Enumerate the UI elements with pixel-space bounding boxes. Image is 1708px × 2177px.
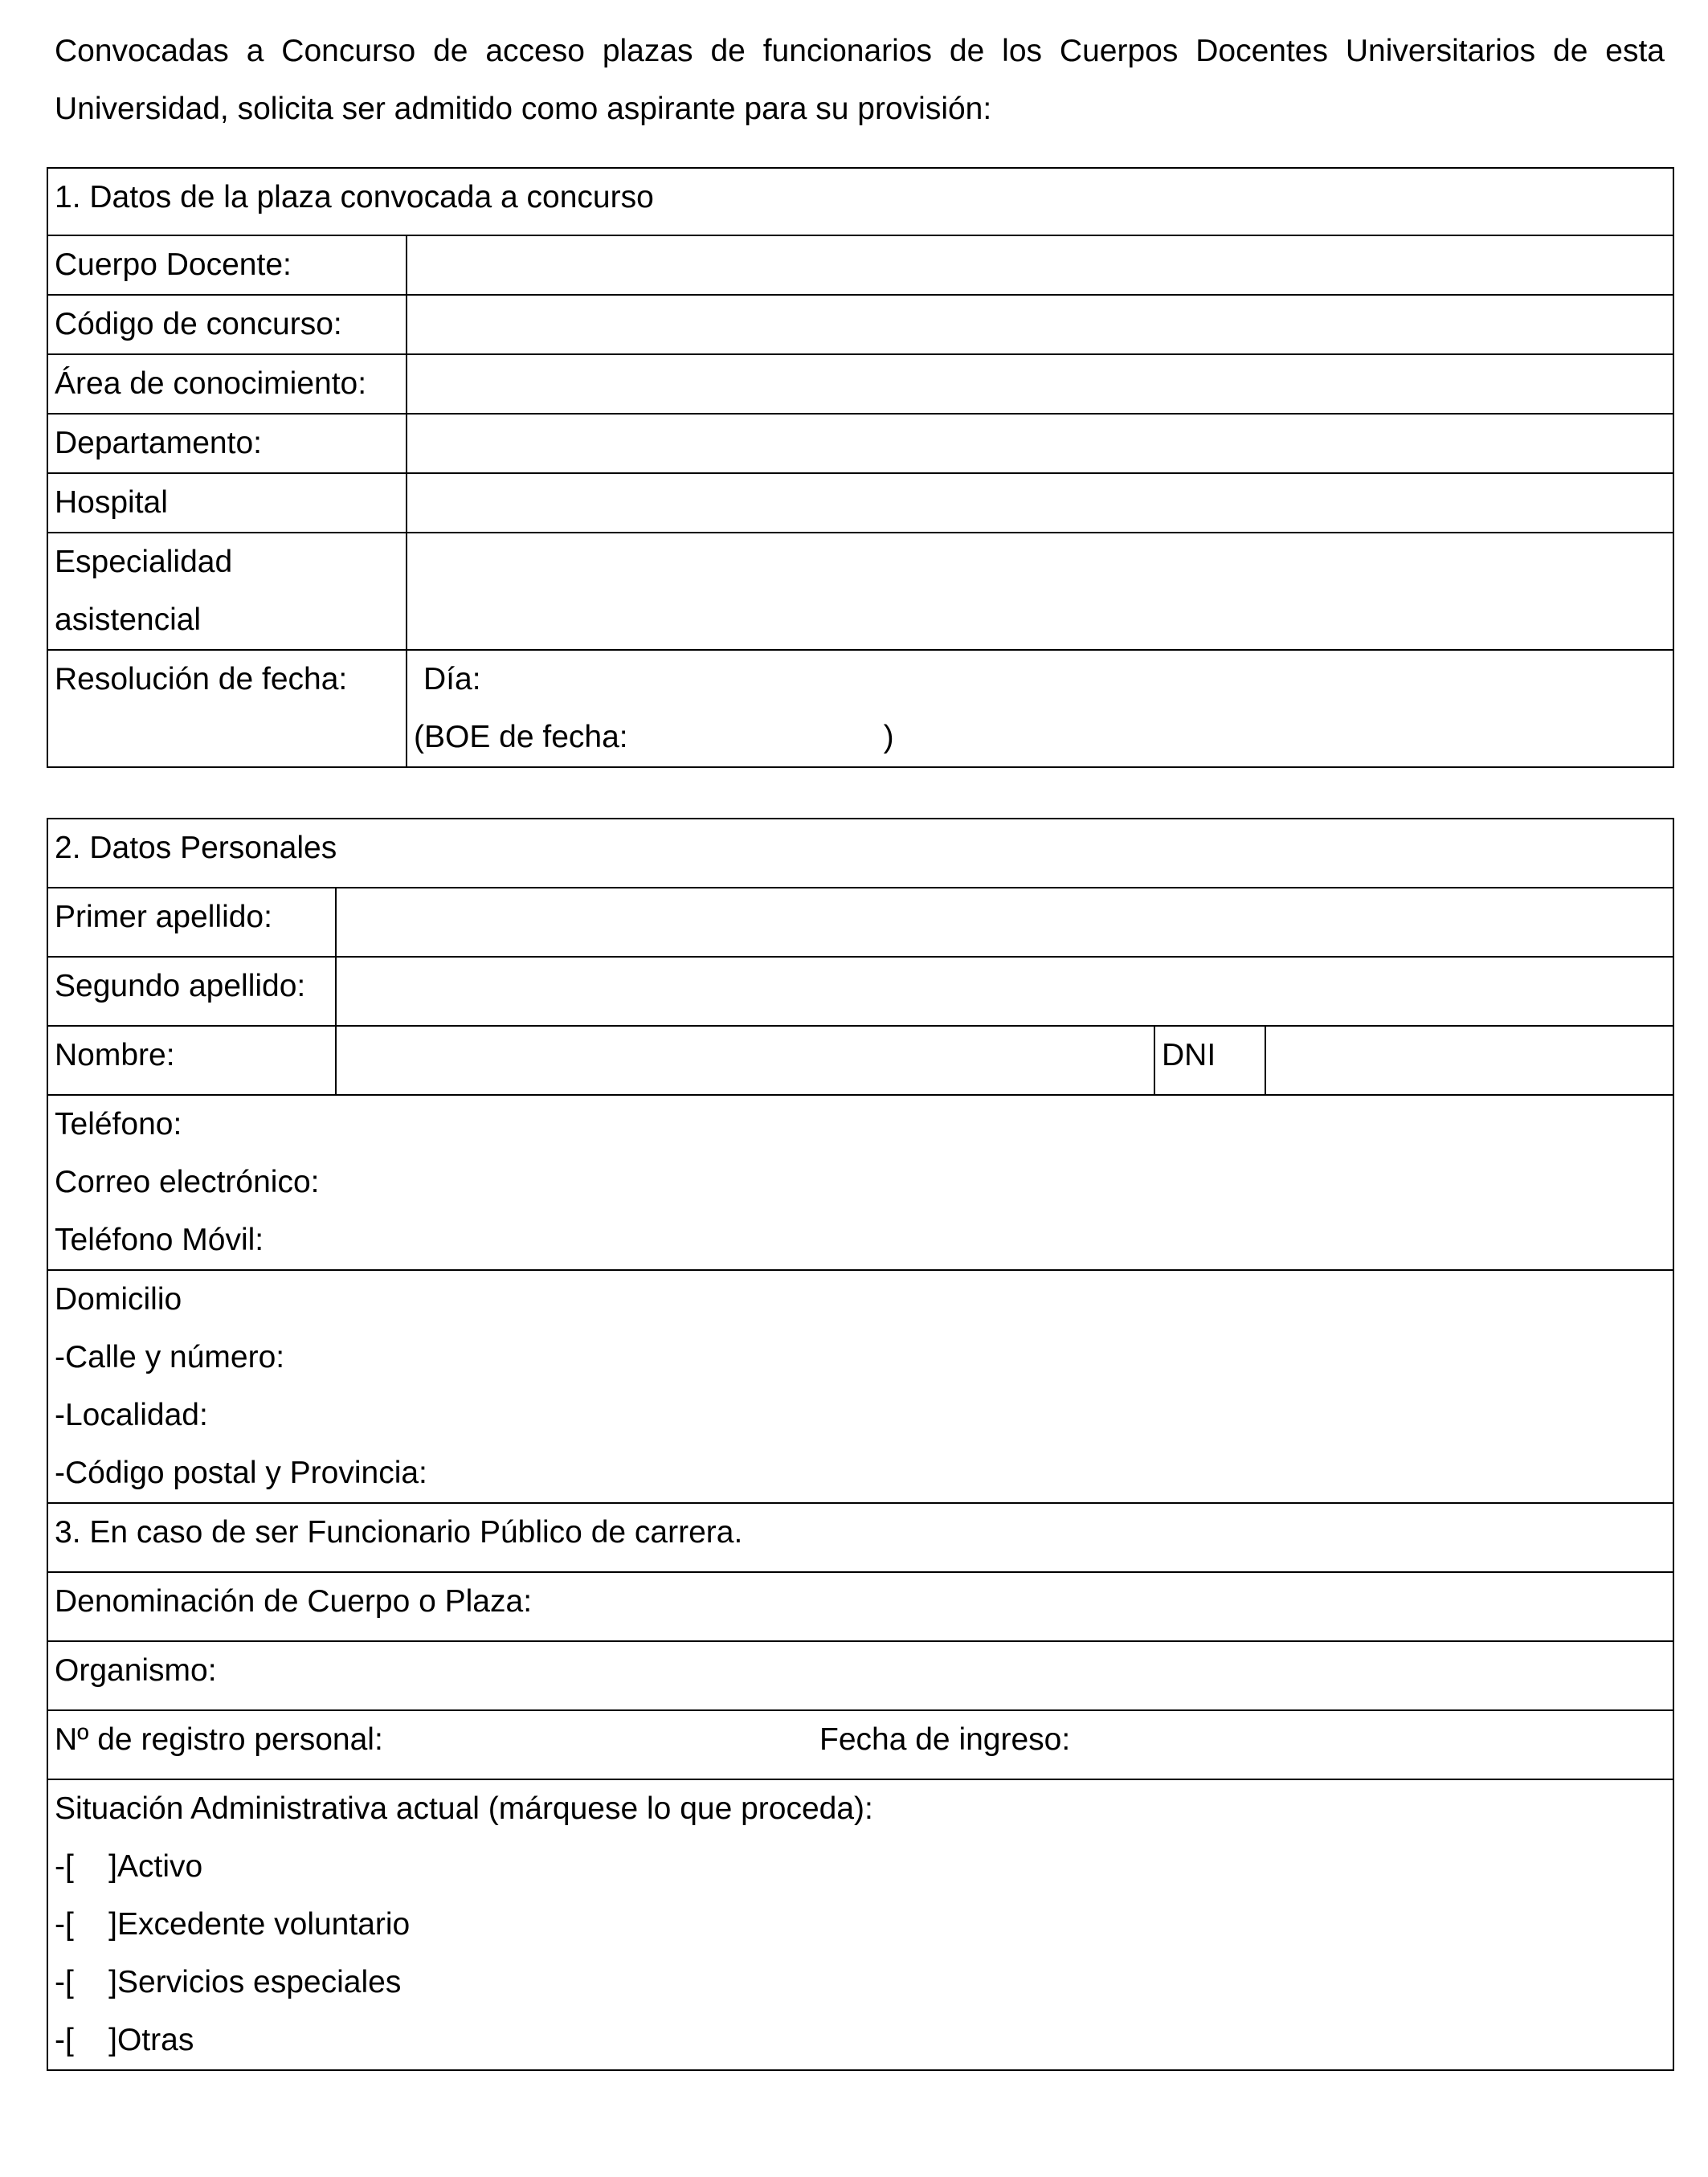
fecha-ingreso-label: Fecha de ingreso: — [819, 1722, 1071, 1757]
section-1-title: 1. Datos de la plaza convocada a concurso — [47, 168, 1673, 235]
denominacion-label: Denominación de Cuerpo o Plaza: — [55, 1584, 533, 1619]
section-2-title: 2. Datos Personales — [47, 819, 1673, 888]
departamento-field[interactable] — [407, 414, 1673, 473]
especialidad-label-line-1: Especialidad — [55, 545, 233, 579]
denominacion-cell[interactable] — [47, 1572, 1673, 1641]
registro-label: Nº de registro personal: — [55, 1722, 383, 1757]
codigo-concurso-label: Código de concurso: — [47, 295, 407, 354]
option-activo[interactable] — [55, 1838, 1666, 1896]
hospital-label: Hospital — [47, 473, 407, 533]
domicilio-cell[interactable] — [47, 1270, 1673, 1503]
organismo-label: Organismo: — [55, 1653, 217, 1688]
checkbox-servicios[interactable]: -[ ] — [55, 1965, 117, 1999]
correo-label: Correo electrónico: — [55, 1165, 320, 1199]
situacion-label: Situación Administrativa actual (márquese lo que proceda): — [55, 1791, 873, 1826]
cuerpo-docente-label: Cuerpo Docente: — [47, 235, 407, 295]
dni-field[interactable] — [1265, 1026, 1673, 1095]
option-excedente-label: Excedente voluntario — [117, 1907, 411, 1942]
option-otras-label: Otras — [117, 2023, 194, 2057]
resolucion-fecha-field[interactable] — [407, 650, 1673, 767]
domicilio-label: Domicilio — [55, 1282, 182, 1317]
dni-label: DNI — [1154, 1026, 1265, 1095]
cuerpo-docente-field[interactable] — [407, 235, 1673, 295]
intro-paragraph — [55, 22, 1665, 138]
situacion-cell — [47, 1779, 1673, 2070]
checkbox-excedente[interactable]: -[ ] — [55, 1907, 117, 1942]
primer-apellido-label: Primer apellido: — [47, 888, 336, 957]
intro-line-2: Universidad, solicita ser admitido como aspirante para su provisión: — [55, 92, 992, 126]
segundo-apellido-field[interactable] — [336, 957, 1673, 1026]
checkbox-otras[interactable]: -[ ] — [55, 2023, 117, 2057]
personal-data-table — [47, 818, 1674, 2071]
plaza-data-table — [47, 167, 1674, 768]
area-conocimiento-label: Área de conocimiento: — [47, 354, 407, 414]
option-excedente[interactable] — [55, 1896, 1666, 1954]
area-conocimiento-field[interactable] — [407, 354, 1673, 414]
localidad-label: -Localidad: — [55, 1398, 208, 1432]
contact-cell[interactable] — [47, 1095, 1673, 1270]
resolucion-fecha-label: Resolución de fecha: — [47, 650, 407, 767]
option-servicios-label: Servicios especiales — [117, 1965, 402, 1999]
checkbox-activo[interactable]: -[ ] — [55, 1849, 117, 1884]
calle-label: -Calle y número: — [55, 1340, 285, 1374]
especialidad-field[interactable] — [407, 533, 1673, 650]
registro-cell[interactable] — [47, 1710, 1673, 1779]
boe-fecha-line — [414, 709, 1666, 766]
nombre-field[interactable] — [336, 1026, 1154, 1095]
registro-row — [55, 1711, 1666, 1769]
boe-fecha-label: (BOE de fecha: — [414, 720, 628, 754]
boe-close-paren: ) — [883, 720, 894, 754]
intro-line-1: Convocadas a Concurso de acceso plazas de funcionarios de los Cuerpos Docentes Universitarios de esta — [55, 34, 1665, 68]
segundo-apellido-label: Segundo apellido: — [47, 957, 336, 1026]
dia-label: Día: — [423, 662, 481, 696]
movil-label: Teléfono Móvil: — [55, 1223, 264, 1257]
section-3-title: 3. En caso de ser Funcionario Público de carrera. — [47, 1503, 1673, 1572]
option-otras[interactable] — [55, 2012, 1666, 2069]
especialidad-label-line-2: asistencial — [55, 602, 202, 637]
organismo-cell[interactable] — [47, 1641, 1673, 1710]
option-servicios[interactable] — [55, 1954, 1666, 2012]
codigo-concurso-field[interactable] — [407, 295, 1673, 354]
option-activo-label: Activo — [117, 1849, 203, 1884]
especialidad-label — [47, 533, 407, 650]
telefono-label: Teléfono: — [55, 1107, 182, 1142]
primer-apellido-field[interactable] — [336, 888, 1673, 957]
nombre-label: Nombre: — [47, 1026, 336, 1095]
codigo-postal-label: -Código postal y Provincia: — [55, 1456, 427, 1490]
departamento-label: Departamento: — [47, 414, 407, 473]
hospital-field[interactable] — [407, 473, 1673, 533]
